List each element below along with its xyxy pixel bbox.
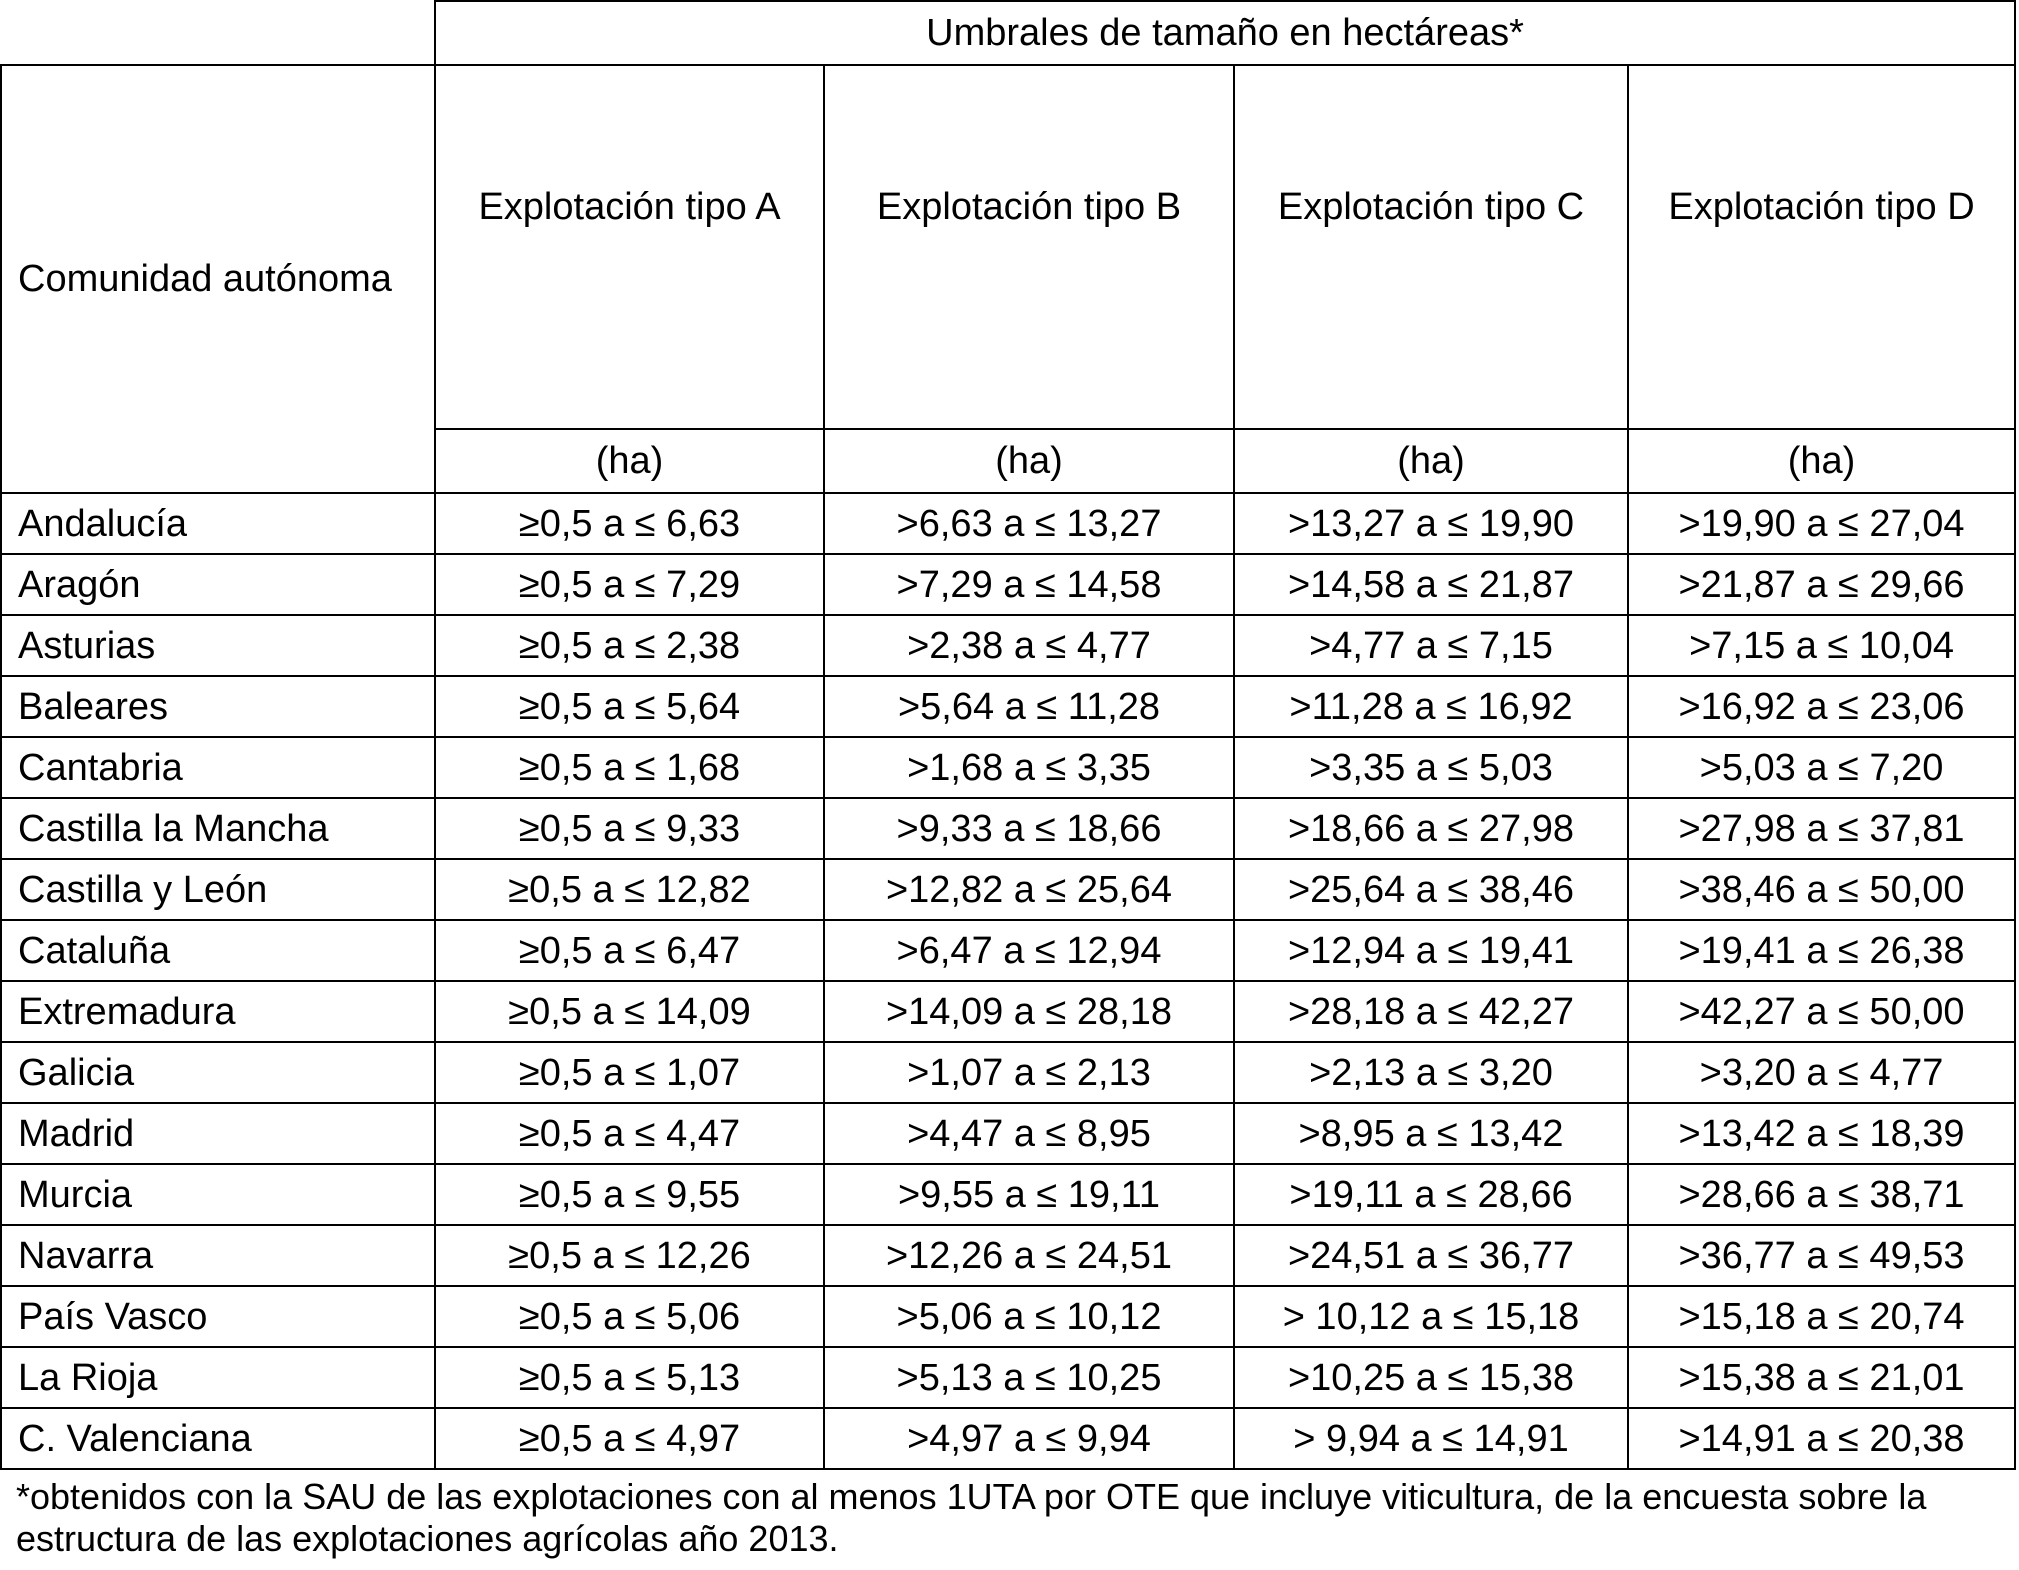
threshold-cell-d: >5,03 a ≤ 7,20 (1628, 737, 2015, 798)
table-row (1, 1103, 2015, 1164)
threshold-cell-a: ≥0,5 a ≤ 5,13 (435, 1347, 824, 1408)
threshold-cell-d: >13,42 a ≤ 18,39 (1628, 1103, 2015, 1164)
region-cell: C. Valenciana (1, 1408, 435, 1469)
region-cell: Madrid (1, 1103, 435, 1164)
row-header: Comunidad autónoma (1, 65, 435, 493)
table-row (1, 920, 2015, 981)
threshold-cell-a: ≥0,5 a ≤ 14,09 (435, 981, 824, 1042)
threshold-cell-b: >5,06 a ≤ 10,12 (824, 1286, 1234, 1347)
column-header-tipo-a: Explotación tipo A (435, 65, 824, 429)
threshold-cell-c: >19,11 a ≤ 28,66 (1234, 1164, 1628, 1225)
region-cell: Navarra (1, 1225, 435, 1286)
region-cell: Cataluña (1, 920, 435, 981)
region-cell: Galicia (1, 1042, 435, 1103)
threshold-cell-c: >12,94 a ≤ 19,41 (1234, 920, 1628, 981)
threshold-cell-b: >12,26 a ≤ 24,51 (824, 1225, 1234, 1286)
column-unit-a: (ha) (435, 429, 824, 493)
threshold-cell-c: >11,28 a ≤ 16,92 (1234, 676, 1628, 737)
threshold-cell-b: >6,63 a ≤ 13,27 (824, 493, 1234, 554)
threshold-cell-d: >42,27 a ≤ 50,00 (1628, 981, 2015, 1042)
threshold-cell-d: >7,15 a ≤ 10,04 (1628, 615, 2015, 676)
threshold-cell-d: >19,90 a ≤ 27,04 (1628, 493, 2015, 554)
table-row (1, 1042, 2015, 1103)
threshold-cell-d: >16,92 a ≤ 23,06 (1628, 676, 2015, 737)
threshold-cell-d: >14,91 a ≤ 20,38 (1628, 1408, 2015, 1469)
table-row (1, 615, 2015, 676)
region-cell: Castilla la Mancha (1, 798, 435, 859)
region-cell: Aragón (1, 554, 435, 615)
threshold-cell-a: ≥0,5 a ≤ 7,29 (435, 554, 824, 615)
threshold-cell-c: >25,64 a ≤ 38,46 (1234, 859, 1628, 920)
table-row (1, 1225, 2015, 1286)
threshold-cell-b: >4,47 a ≤ 8,95 (824, 1103, 1234, 1164)
threshold-cell-b: >7,29 a ≤ 14,58 (824, 554, 1234, 615)
region-cell: Baleares (1, 676, 435, 737)
table-row (1, 859, 2015, 920)
threshold-cell-a: ≥0,5 a ≤ 9,55 (435, 1164, 824, 1225)
threshold-cell-a: ≥0,5 a ≤ 12,26 (435, 1225, 824, 1286)
corner-cell (1, 1, 435, 65)
threshold-cell-d: >38,46 a ≤ 50,00 (1628, 859, 2015, 920)
header-row-tipo (1, 65, 2015, 429)
header-row-umbral (1, 1, 2015, 65)
threshold-cell-d: >15,38 a ≤ 21,01 (1628, 1347, 2015, 1408)
threshold-cell-d: >28,66 a ≤ 38,71 (1628, 1164, 2015, 1225)
footnote: *obtenidos con la SAU de las explotaciones con al menos 1UTA por OTE que incluye viticultura, de la encuesta sobre la estructura de las explotaciones agrícolas año 2013. (16, 1476, 1927, 1559)
threshold-cell-c: >24,51 a ≤ 36,77 (1234, 1225, 1628, 1286)
threshold-cell-b: >4,97 a ≤ 9,94 (824, 1408, 1234, 1469)
region-cell: Cantabria (1, 737, 435, 798)
threshold-cell-a: ≥0,5 a ≤ 4,97 (435, 1408, 824, 1469)
threshold-cell-b: >9,55 a ≤ 19,11 (824, 1164, 1234, 1225)
threshold-cell-b: >12,82 a ≤ 25,64 (824, 859, 1234, 920)
threshold-cell-b: >5,13 a ≤ 10,25 (824, 1347, 1234, 1408)
top-header: Umbrales de tamaño en hectáreas* (435, 1, 2015, 65)
threshold-cell-a: ≥0,5 a ≤ 6,47 (435, 920, 824, 981)
threshold-cell-a: ≥0,5 a ≤ 1,07 (435, 1042, 824, 1103)
column-unit-b: (ha) (824, 429, 1234, 493)
region-cell: Extremadura (1, 981, 435, 1042)
threshold-cell-c: >10,25 a ≤ 15,38 (1234, 1347, 1628, 1408)
threshold-cell-d: >36,77 a ≤ 49,53 (1628, 1225, 2015, 1286)
threshold-cell-a: ≥0,5 a ≤ 6,63 (435, 493, 824, 554)
region-cell: Murcia (1, 1164, 435, 1225)
threshold-cell-a: ≥0,5 a ≤ 5,06 (435, 1286, 824, 1347)
threshold-cell-d: >21,87 a ≤ 29,66 (1628, 554, 2015, 615)
threshold-cell-a: ≥0,5 a ≤ 9,33 (435, 798, 824, 859)
threshold-cell-a: ≥0,5 a ≤ 1,68 (435, 737, 824, 798)
threshold-cell-c: >8,95 a ≤ 13,42 (1234, 1103, 1628, 1164)
threshold-cell-c: >28,18 a ≤ 42,27 (1234, 981, 1628, 1042)
threshold-cell-c: > 9,94 a ≤ 14,91 (1234, 1408, 1628, 1469)
table-row (1, 1286, 2015, 1347)
threshold-cell-c: >4,77 a ≤ 7,15 (1234, 615, 1628, 676)
region-cell: Andalucía (1, 493, 435, 554)
threshold-cell-b: >9,33 a ≤ 18,66 (824, 798, 1234, 859)
table-row (1, 493, 2015, 554)
threshold-cell-b: >1,68 a ≤ 3,35 (824, 737, 1234, 798)
region-cell: País Vasco (1, 1286, 435, 1347)
region-cell: Asturias (1, 615, 435, 676)
table-row (1, 737, 2015, 798)
threshold-cell-a: ≥0,5 a ≤ 4,47 (435, 1103, 824, 1164)
table-row (1, 1347, 2015, 1408)
threshold-cell-c: >3,35 a ≤ 5,03 (1234, 737, 1628, 798)
threshold-cell-d: >19,41 a ≤ 26,38 (1628, 920, 2015, 981)
threshold-cell-d: >3,20 a ≤ 4,77 (1628, 1042, 2015, 1103)
threshold-cell-c: >14,58 a ≤ 21,87 (1234, 554, 1628, 615)
threshold-cell-c: >13,27 a ≤ 19,90 (1234, 493, 1628, 554)
threshold-cell-b: >2,38 a ≤ 4,77 (824, 615, 1234, 676)
threshold-cell-c: > 10,12 a ≤ 15,18 (1234, 1286, 1628, 1347)
threshold-cell-b: >5,64 a ≤ 11,28 (824, 676, 1234, 737)
table-row (1, 554, 2015, 615)
column-header-tipo-b: Explotación tipo B (824, 65, 1234, 429)
threshold-cell-a: ≥0,5 a ≤ 5,64 (435, 676, 824, 737)
column-header-tipo-d: Explotación tipo D (1628, 65, 2015, 429)
threshold-cell-a: ≥0,5 a ≤ 2,38 (435, 615, 824, 676)
column-header-tipo-c: Explotación tipo C (1234, 65, 1628, 429)
threshold-cell-b: >1,07 a ≤ 2,13 (824, 1042, 1234, 1103)
threshold-cell-a: ≥0,5 a ≤ 12,82 (435, 859, 824, 920)
threshold-cell-c: >18,66 a ≤ 27,98 (1234, 798, 1628, 859)
table-row (1, 798, 2015, 859)
region-cell: Castilla y León (1, 859, 435, 920)
region-cell: La Rioja (1, 1347, 435, 1408)
table-row (1, 676, 2015, 737)
table-row (1, 1408, 2015, 1469)
table-row (1, 1164, 2015, 1225)
threshold-cell-c: >2,13 a ≤ 3,20 (1234, 1042, 1628, 1103)
threshold-cell-b: >6,47 a ≤ 12,94 (824, 920, 1234, 981)
table-row (1, 981, 2015, 1042)
column-unit-d: (ha) (1628, 429, 2015, 493)
threshold-cell-d: >15,18 a ≤ 20,74 (1628, 1286, 2015, 1347)
column-unit-c: (ha) (1234, 429, 1628, 493)
threshold-cell-d: >27,98 a ≤ 37,81 (1628, 798, 2015, 859)
threshold-cell-b: >14,09 a ≤ 28,18 (824, 981, 1234, 1042)
